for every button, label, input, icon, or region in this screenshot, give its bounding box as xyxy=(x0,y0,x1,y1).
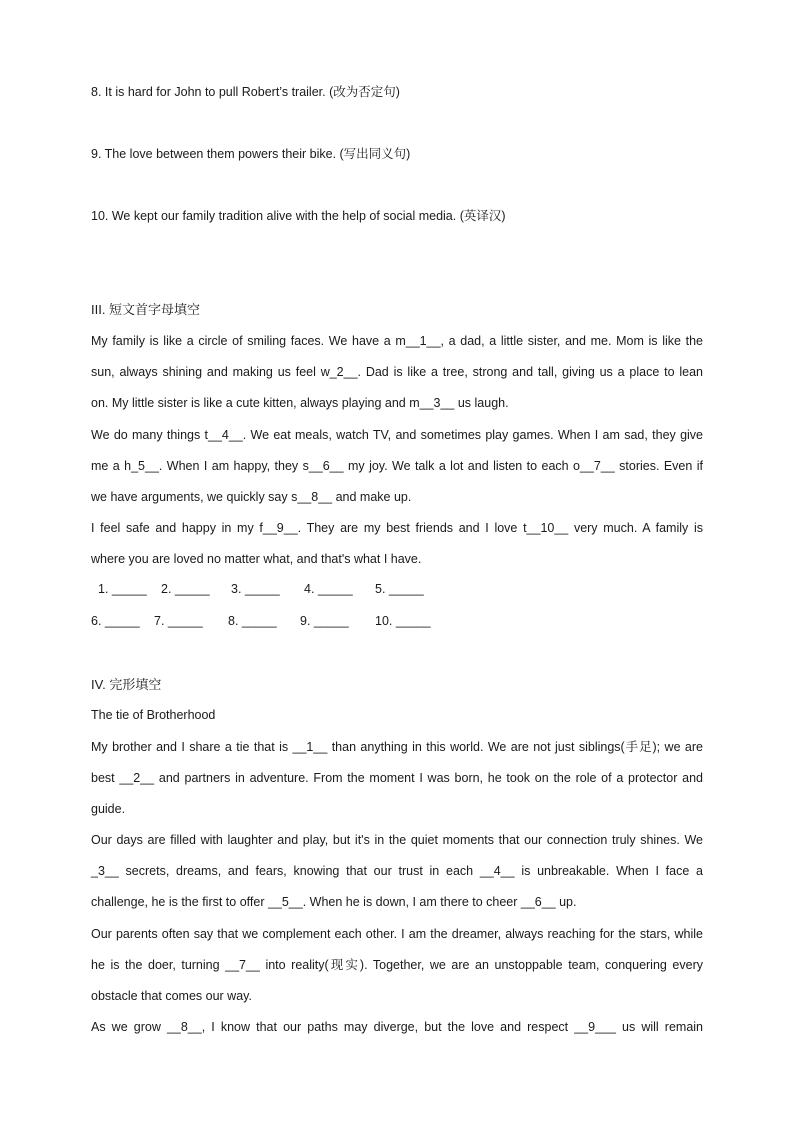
answer-blank-3[interactable]: 3. _____ xyxy=(231,582,280,596)
s3-line-5: me a h_5__. When I am happy, they s__6__ my joy. We talk a lot and listen to each o__7__ stories. Even if xyxy=(91,459,703,473)
passage-title: The tie of Brotherhood xyxy=(91,708,216,722)
s3-line-8: where you are loved no matter what, and that's what I have. xyxy=(91,552,422,566)
answer-blank-1[interactable]: 1. _____ xyxy=(98,582,147,596)
section-3-title: III. 短文首字母填空 xyxy=(91,302,201,317)
s3-line-3: on. My little sister is like a cute kitten, always playing and m__3__ us laugh. xyxy=(91,396,509,410)
question-9: 9. The love between them powers their bike. (写出同义句) xyxy=(91,147,411,161)
answer-blank-4[interactable]: 4. _____ xyxy=(304,582,353,596)
answer-blank-2[interactable]: 2. _____ xyxy=(161,582,210,596)
answer-blank-9[interactable]: 9. _____ xyxy=(300,614,349,628)
answer-blank-8[interactable]: 8. _____ xyxy=(228,614,277,628)
answer-blank-7[interactable]: 7. _____ xyxy=(154,614,203,628)
section-4-title: IV. 完形填空 xyxy=(91,677,162,692)
question-8: 8. It is hard for John to pull Robert’s trailer. (改为否定句) xyxy=(91,85,400,99)
s3-line-7: I feel safe and happy in my f__9__. They are my best friends and I love t__10__ very much. A family is xyxy=(91,521,703,535)
s4-line-9: obstacle that comes our way. xyxy=(91,989,252,1003)
s3-line-6: we have arguments, we quickly say s__8__ and make up. xyxy=(91,490,412,504)
s4-line-3: guide. xyxy=(91,802,126,816)
s4-line-8: he is the doer, turning __7__ into reality(现实). Together, we are an unstoppable team, conquering every xyxy=(91,958,703,972)
s4-line-6: challenge, he is the first to offer __5__. When he is down, I am there to cheer __6__ up. xyxy=(91,895,577,909)
s3-line-4: We do many things t__4__. We eat meals, watch TV, and sometimes play games. When I am sad, they give xyxy=(91,428,703,442)
answer-blank-5[interactable]: 5. _____ xyxy=(375,582,424,596)
s4-line-7: Our parents often say that we complement each other. I am the dreamer, always reaching for the stars, while xyxy=(91,927,703,941)
s4-line-10: As we grow __8__, I know that our paths may diverge, but the love and respect __9___ us will remain xyxy=(91,1020,703,1034)
s4-line-1: My brother and I share a tie that is __1__ than anything in this world. We are not just siblings(手足); we are xyxy=(91,740,703,754)
s3-line-1: My family is like a circle of smiling faces. We have a m__1__, a dad, a little sister, and me. Mom is like the xyxy=(91,334,703,348)
s4-line-5: _3__ secrets, dreams, and fears, knowing that our trust in each __4__ is unbreakable. When I face a xyxy=(91,864,703,878)
question-10: 10. We kept our family tradition alive with the help of social media. (英译汉) xyxy=(91,209,506,223)
s4-line-2: best __2__ and partners in adventure. From the moment I was born, he took on the role of a protector and xyxy=(91,771,703,785)
answer-blank-6[interactable]: 6. _____ xyxy=(91,614,140,628)
s3-line-2: sun, always shining and making us feel w_2__. Dad is like a tree, strong and tall, giving us a place to lean xyxy=(91,365,703,379)
s4-line-4: Our days are filled with laughter and play, but it's in the quiet moments that our connection truly shines. We xyxy=(91,833,703,847)
answer-blank-10[interactable]: 10. _____ xyxy=(375,614,431,628)
